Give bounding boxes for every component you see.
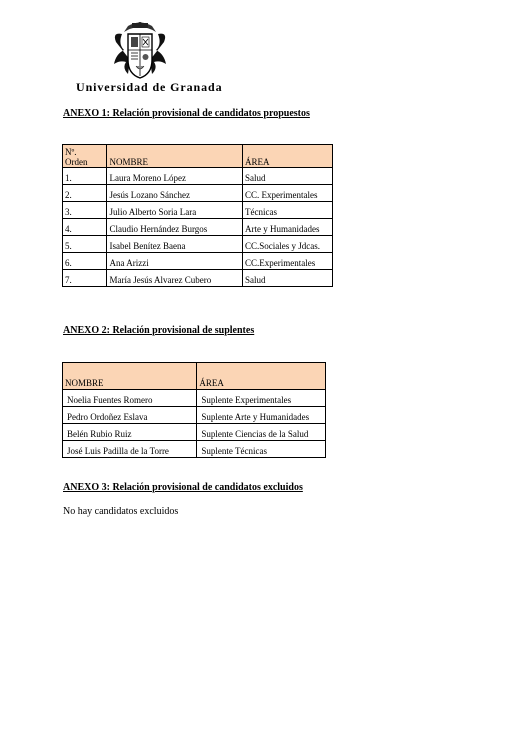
table-row: Noelia Fuentes Romero Suplente Experimentales [63, 390, 326, 407]
table-row: José Luis Padilla de la Torre Suplente Técnicas [63, 441, 326, 458]
annex2-heading: ANEXO 2: Relación provisional de suplentes [63, 325, 255, 336]
annex1-heading: ANEXO 1: Relación provisional de candidatos propuestos [63, 108, 310, 119]
substitutes-table [62, 362, 326, 458]
table-row: Pedro Ordoñez Eslava Suplente Arte y Humanidades [63, 407, 326, 424]
table-row: 2. Jesús Lozano Sánchez CC. Experimentales [63, 185, 333, 202]
university-name: Universidad de Granada [76, 80, 223, 94]
column-header-name: NOMBRE [63, 363, 197, 390]
table-row: 5. Isabel Benítez Baena CC.Sociales y Jdcas. [63, 236, 333, 253]
column-header-area: ÁREA [197, 363, 326, 390]
column-header-area: ÁREA [242, 145, 332, 168]
table-row: 7. María Jesús Alvarez Cubero Salud [63, 270, 333, 287]
annex3-heading: ANEXO 3: Relación provisional de candidatos excluidos [63, 482, 303, 493]
table-row: 3. Julio Alberto Soria Lara Técnicas [63, 202, 333, 219]
table-row: Belén Rubio Ruiz Suplente Ciencias de la Salud [63, 424, 326, 441]
candidates-table [62, 144, 333, 287]
university-crest-icon [110, 20, 170, 80]
table-row: 4. Claudio Hernández Burgos Arte y Humanidades [63, 219, 333, 236]
table-row: 6. Ana Arizzi CC.Experimentales [63, 253, 333, 270]
column-header-order: Nº. Orden [63, 145, 107, 168]
table-row: 1. Laura Moreno López Salud [63, 168, 333, 185]
no-excluded-note: No hay candidatos excluidos [63, 506, 179, 517]
column-header-name: NOMBRE [107, 145, 243, 168]
